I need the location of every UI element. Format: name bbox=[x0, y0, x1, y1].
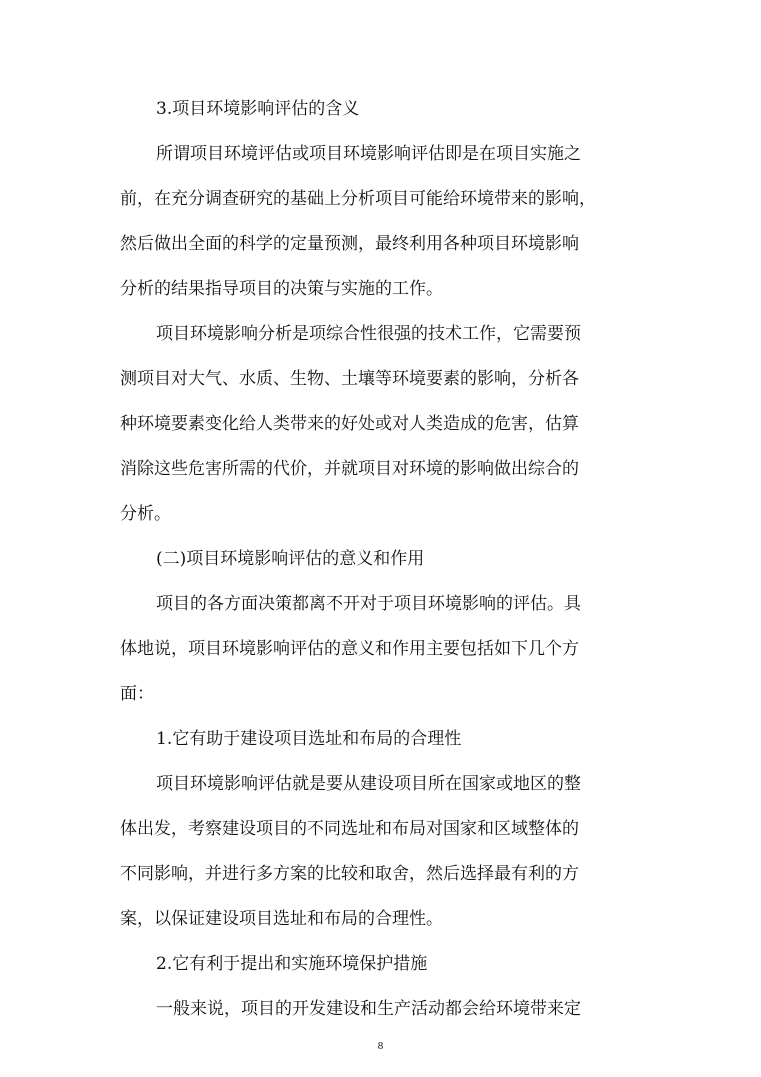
paragraph-line: 分析。 bbox=[120, 504, 171, 524]
paragraph-line: 分析的结果指导项目的决策与实施的工作。 bbox=[120, 279, 443, 299]
paragraph-line: 体出发，考察建设项目的不同选址和布局对国家和区域整体的 bbox=[120, 819, 579, 839]
section-heading: 3.项目环境影响评估的含义 bbox=[156, 99, 360, 119]
paragraph-line: 一般来说，项目的开发建设和生产活动都会给环境带来定 bbox=[156, 999, 581, 1019]
paragraph-line: 案，以保证建设项目选址和布局的合理性。 bbox=[120, 909, 443, 929]
paragraph-line: 体地说，项目环境影响评估的意义和作用主要包括如下几个方 bbox=[120, 639, 579, 659]
paragraph-line: 项目环境影响评估就是要从建设项目所在国家或地区的整 bbox=[156, 774, 581, 794]
section-heading: 2.它有利于提出和实施环境保护措施 bbox=[156, 954, 428, 974]
section-heading: 1.它有助于建设项目选址和布局的合理性 bbox=[156, 729, 462, 749]
paragraph-line: 消除这些危害所需的代价，并就项目对环境的影响做出综合的 bbox=[120, 459, 579, 479]
paragraph-line: 项目的各方面决策都离不开对于项目环境影响的评估。具 bbox=[156, 594, 581, 614]
paragraph-line: 测项目对大气、水质、生物、土壤等环境要素的影响，分析各 bbox=[120, 369, 579, 389]
page-number: 8 bbox=[377, 1040, 384, 1052]
paragraph-line: 所谓项目环境评估或项目环境影响评估即是在项目实施之 bbox=[156, 144, 581, 164]
section-heading: (二)项目环境影响评估的意义和作用 bbox=[156, 549, 425, 569]
paragraph-line: 项目环境影响分析是项综合性很强的技术工作，它需要预 bbox=[156, 324, 581, 344]
paragraph-line: 不同影响，并进行多方案的比较和取舍，然后选择最有利的方 bbox=[120, 864, 579, 884]
paragraph-line: 然后做出全面的科学的定量预测，最终利用各种项目环境影响 bbox=[120, 234, 579, 254]
paragraph-line: 种环境要素变化给人类带来的好处或对人类造成的危害，估算 bbox=[120, 414, 579, 434]
paragraph-line: 面： bbox=[120, 684, 154, 704]
paragraph-line: 前，在充分调查研究的基础上分析项目可能给环境带来的影响， bbox=[120, 189, 596, 209]
body-text bbox=[120, 87, 636, 1032]
